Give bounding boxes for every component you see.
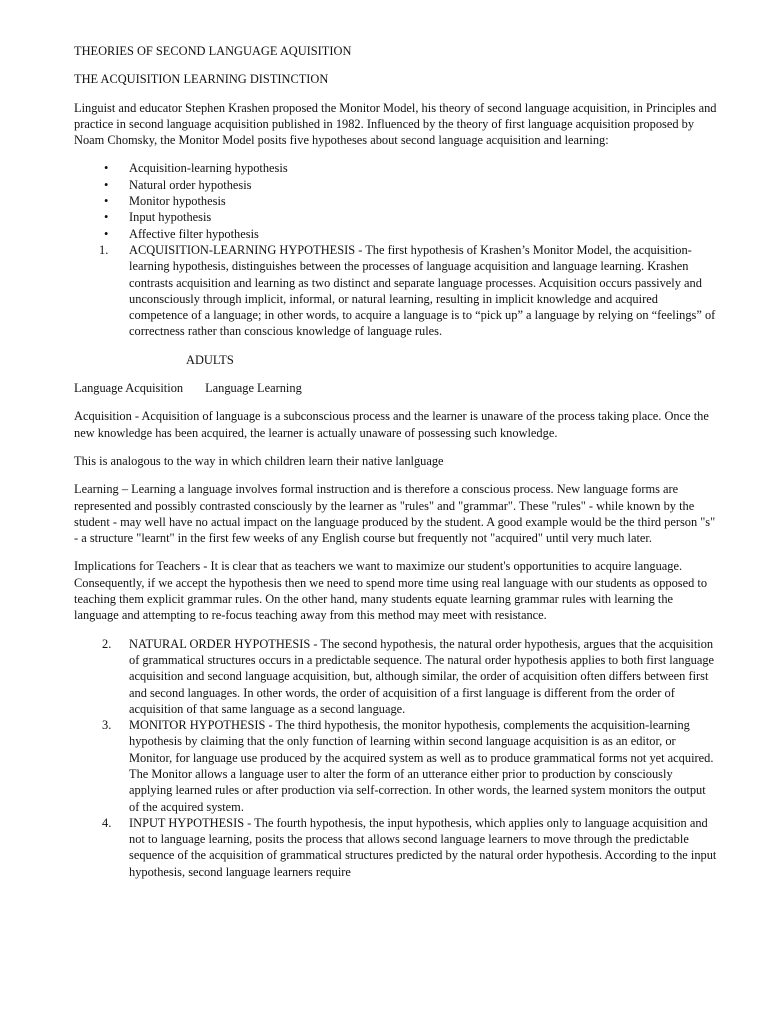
bullet-item: • Affective filter hypothesis bbox=[74, 226, 718, 242]
hypothesis-text: INPUT HYPOTHESIS - The fourth hypothesis, the input hypothesis, which applies only to language acquisition and not to language learning, posits the process that allows second language learners to move through the predictable sequence of the acquisition of grammatical structures predicted by the natural order hypothesis. According to the input hypothesis, second language learners require bbox=[129, 815, 717, 879]
hypothesis-item bbox=[102, 717, 718, 815]
hypothesis-item bbox=[102, 815, 718, 880]
adults-label: ADULTS bbox=[186, 352, 234, 367]
acquisition-paragraph: Acquisition - Acquisition of language is a subconscious process and the learner is unaware of the process taking place. Once the new knowledge has been acquired, the learner is actually unaware of possessing such knowledge. bbox=[74, 409, 709, 440]
hypothesis-item bbox=[74, 242, 718, 340]
hypothesis-text: ACQUISITION-LEARNING HYPOTHESIS - The first hypothesis of Krashen’s Monitor Model, the acquisition-learning hypothesis, distinguishes between the processes of language acquisition and language learning. Krashen contrasts acquisition and learning as two distinct and separate language processes. Acquisition occurs passively and unconsciously through implicit, informal, or natural learning, resulting in implicit knowledge and acquired competence of a language; in other words, to acquire a language is to “pick up” a language by relying on “feelings” of correctness rather than conscious knowledge of language rules. bbox=[129, 242, 716, 339]
hypothesis-text: MONITOR HYPOTHESIS - The third hypothesis, the monitor hypothesis, complements the acquisition-learning hypothesis by claiming that the only function of learning within second language acquisition is as an editor, or Monitor, for language use produced by the acquired system as well as to produce grammatical forms not yet acquired. The Monitor allows a language user to alter the form of an utterance either prior to production by consciously applying learned rules or after production via self-correction. In other words, the learned system monitors the output of the acquired system. bbox=[129, 718, 714, 814]
bullet-item: • Natural order hypothesis bbox=[74, 177, 718, 193]
intro-paragraph: Linguist and educator Stephen Krashen proposed the Monitor Model, his theory of second language acquisition, in Principles and practice in second language acquisition published in 1982. Influenced by the theory of first language acquisition proposed by Noam Chomsky, the Monitor Model posits five hypotheses about second language acquisition and learning: bbox=[74, 100, 717, 148]
bullet-item: • Monitor hypothesis bbox=[74, 193, 718, 209]
hypothesis-number: 1. bbox=[99, 242, 109, 257]
bullet-item: • Acquisition-learning hypothesis bbox=[74, 160, 718, 176]
hypothesis-number: 2. bbox=[102, 636, 112, 651]
section-heading: THE ACQUISITION LEARNING DISTINCTION bbox=[74, 72, 329, 87]
hypothesis-list-first bbox=[74, 242, 718, 340]
hypothesis-number: 4. bbox=[102, 815, 112, 830]
learning-paragraph: Learning – Learning a language involves formal instruction and is therefore a conscious process. New language forms are represented and possibly contrasted consciously by the learner as "rules" and "grammar". These "rules" - while known by the student - may well have no actual impact on the language produced by the student. A good example would be the third person "s" - a structure "learnt" in the first few weeks of any English course but frequently not "acquired" until very much later. bbox=[74, 482, 716, 546]
document-title: THEORIES OF SECOND LANGUAGE AQUISITION bbox=[74, 44, 352, 58]
hypothesis-list-second bbox=[74, 636, 718, 880]
bullet-item: • Input hypothesis bbox=[74, 209, 718, 225]
hypothesis-text: NATURAL ORDER HYPOTHESIS - The second hypothesis, the natural order hypothesis, argues that the acquisition of grammatical structures occurs in a predictable sequence. The natural order hypothesis applies to both first language acquisition and second language acquisition, but, although similar, the order of acquisition often differs between first and second languages. In other words, the order of acquisition of a first language is different from the order of acquisition of that same language as a second language. bbox=[129, 636, 715, 716]
analogous-paragraph: This is analogous to the way in which children learn their native lanlguage bbox=[74, 453, 444, 468]
column-label-acquisition: Language Acquisition bbox=[74, 381, 184, 396]
hypothesis-number: 3. bbox=[102, 718, 112, 733]
acquisition-learning-columns bbox=[74, 380, 718, 396]
column-label-learning: Language Learning bbox=[205, 381, 302, 396]
implications-paragraph: Implications for Teachers - It is clear that as teachers we want to maximize our student's opportunities to acquire language. Consequently, if we accept the hypothesis then we need to spend more time using real language with our students as opposed to teaching them explicit grammar rules. On the other hand, many students equate learning grammar rules with learning the language and attempting to re-focus teaching away from this method may meet with resistance. bbox=[74, 559, 708, 623]
hypothesis-item bbox=[102, 636, 718, 717]
hypotheses-bullet-list bbox=[74, 160, 718, 241]
